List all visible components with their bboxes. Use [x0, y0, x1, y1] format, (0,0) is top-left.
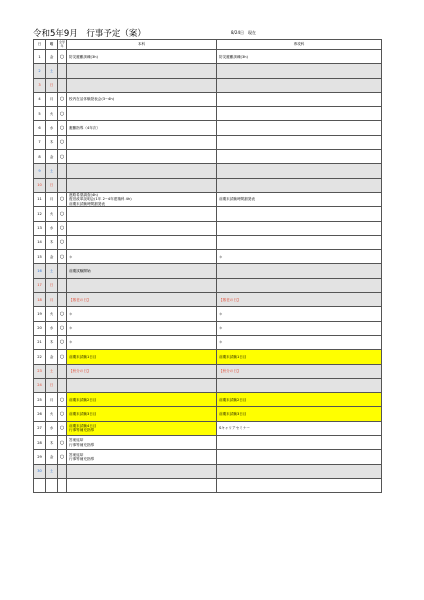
- day-cell: 6: [34, 121, 46, 135]
- main-event-cell: ＊: [67, 321, 217, 335]
- weekday-cell: 土: [46, 464, 58, 478]
- main-event-cell: [67, 378, 217, 392]
- table-row: [34, 393, 382, 407]
- sub-event-cell: 前期末試験2日目: [217, 393, 382, 407]
- main-event-cell: [67, 107, 217, 121]
- day-cell: 4: [34, 92, 46, 106]
- table-row: [34, 164, 382, 178]
- sub-event-cell: [217, 178, 382, 192]
- main-event-cell: [67, 221, 217, 235]
- sub-event-cell: [217, 78, 382, 92]
- weekday-cell: 木: [46, 436, 58, 450]
- table-row: [34, 192, 382, 206]
- main-event-cell: 前期試験開始: [67, 264, 217, 278]
- weekday-cell: 水: [46, 421, 58, 435]
- sub-event-cell: [217, 450, 382, 464]
- day-cell: 21: [34, 335, 46, 349]
- sub-event-cell: [217, 235, 382, 249]
- weekday-cell: 火: [46, 307, 58, 321]
- weekday-cell: 月: [46, 192, 58, 206]
- main-event-cell: 前期末試験2日目: [67, 393, 217, 407]
- column-header-weekday: 曜: [46, 40, 58, 50]
- day-cell: 30: [34, 464, 46, 478]
- weekday-cell: 土: [46, 164, 58, 178]
- main-event-cell: [67, 164, 217, 178]
- sub-event-cell: [217, 264, 382, 278]
- main-event-cell: 避難指導（4年次）: [67, 121, 217, 135]
- mark-cell: [58, 464, 67, 478]
- mark-cell: ○: [58, 250, 67, 264]
- weekday-cell: 日: [46, 78, 58, 92]
- main-event-cell: [67, 64, 217, 78]
- weekday-cell: 水: [46, 121, 58, 135]
- day-cell: 26: [34, 407, 46, 421]
- table-row: [34, 221, 382, 235]
- header-row: [34, 40, 382, 50]
- weekday-cell: 金: [46, 450, 58, 464]
- sub-event-cell: [217, 221, 382, 235]
- day-cell: 15: [34, 250, 46, 264]
- weekday-cell: 土: [46, 64, 58, 78]
- sub-event-cell: ＊: [217, 335, 382, 349]
- main-event-cell: 進路希望調査(4h) 復旧改革説明会(1年 2~4年建築科 4h) 前期末試験時間割発表: [67, 192, 217, 206]
- day-cell: 9: [34, 164, 46, 178]
- day-cell: 22: [34, 350, 46, 364]
- sub-event-cell: 前期末試験時間割発表: [217, 192, 382, 206]
- mark-cell: [58, 264, 67, 278]
- weekday-cell: 月: [46, 293, 58, 307]
- main-event-cell: 前期末試験1日目: [67, 350, 217, 364]
- main-event-cell: [67, 278, 217, 292]
- sub-event-cell: 前期末試験1日目: [217, 350, 382, 364]
- main-event-cell: [67, 235, 217, 249]
- sub-event-cell: 防災避難訓練(3h): [217, 50, 382, 64]
- table-row: [34, 293, 382, 307]
- table-row: [34, 478, 382, 492]
- day-cell: 11: [34, 192, 46, 206]
- mark-cell: ○: [58, 135, 67, 149]
- sub-event-cell: [217, 478, 382, 492]
- sub-event-cell: 前期末試験3日目: [217, 407, 382, 421]
- weekday-cell: 月: [46, 393, 58, 407]
- day-cell: 29: [34, 450, 46, 464]
- table-row: [34, 421, 382, 435]
- mark-cell: ○: [58, 421, 67, 435]
- column-header-main: 本科: [67, 40, 217, 50]
- weekday-cell: 土: [46, 364, 58, 378]
- day-cell: 24: [34, 378, 46, 392]
- weekday-cell: 火: [46, 207, 58, 221]
- sub-event-cell: [217, 278, 382, 292]
- day-cell: 8: [34, 150, 46, 164]
- table-row: [34, 407, 382, 421]
- mark-cell: [58, 478, 67, 492]
- table-row: [34, 364, 382, 378]
- mark-cell: [58, 178, 67, 192]
- mark-cell: ○: [58, 92, 67, 106]
- sub-event-cell: [217, 164, 382, 178]
- day-cell: 27: [34, 421, 46, 435]
- table-row: [34, 321, 382, 335]
- main-event-cell: 前期末試験4日目 行事等補充指導: [67, 421, 217, 435]
- table-row: [34, 307, 382, 321]
- day-cell: 17: [34, 278, 46, 292]
- main-event-cell: 前期末試験3日目: [67, 407, 217, 421]
- sub-event-cell: 【敬老の日】: [217, 293, 382, 307]
- mark-cell: ○: [58, 192, 67, 206]
- table-row: [34, 278, 382, 292]
- mark-cell: ○: [58, 50, 67, 64]
- table-row: [34, 450, 382, 464]
- table-row: [34, 50, 382, 64]
- mark-cell: [58, 293, 67, 307]
- weekday-cell: [46, 478, 58, 492]
- weekday-cell: 木: [46, 335, 58, 349]
- mark-cell: ○: [58, 450, 67, 464]
- mark-cell: [58, 278, 67, 292]
- table-row: [34, 235, 382, 249]
- mark-cell: ○: [58, 407, 67, 421]
- mark-cell: [58, 64, 67, 78]
- mark-cell: ○: [58, 393, 67, 407]
- table-row: [34, 350, 382, 364]
- main-event-cell: ＊: [67, 335, 217, 349]
- main-event-cell: [67, 178, 217, 192]
- weekday-cell: 水: [46, 221, 58, 235]
- sub-event-cell: Sキャリアセミナー: [217, 421, 382, 435]
- weekday-cell: 木: [46, 135, 58, 149]
- sub-event-cell: 【秋分の日】: [217, 364, 382, 378]
- weekday-cell: 金: [46, 50, 58, 64]
- main-event-cell: [67, 478, 217, 492]
- table-row: [34, 250, 382, 264]
- weekday-cell: 金: [46, 350, 58, 364]
- day-cell: 28: [34, 436, 46, 450]
- day-cell: 7: [34, 135, 46, 149]
- main-event-cell: [67, 150, 217, 164]
- table-row: [34, 121, 382, 135]
- main-event-cell: 答案返却 行事等補充指導: [67, 436, 217, 450]
- mark-cell: ○: [58, 436, 67, 450]
- day-cell: 20: [34, 321, 46, 335]
- mark-cell: ○: [58, 207, 67, 221]
- weekday-cell: 日: [46, 178, 58, 192]
- mark-cell: ○: [58, 121, 67, 135]
- day-cell: 5: [34, 107, 46, 121]
- weekday-cell: 金: [46, 250, 58, 264]
- sub-event-cell: [217, 135, 382, 149]
- sub-event-cell: [217, 436, 382, 450]
- main-event-cell: [67, 207, 217, 221]
- table-row: [34, 335, 382, 349]
- weekday-cell: 水: [46, 321, 58, 335]
- day-cell: 14: [34, 235, 46, 249]
- as-of-date: 8/24日 現在: [231, 30, 256, 35]
- main-event-cell: 防災避難訓練(3h): [67, 50, 217, 64]
- main-event-cell: 【秋分の日】: [67, 364, 217, 378]
- table-row: [34, 436, 382, 450]
- mark-cell: ○: [58, 321, 67, 335]
- day-cell: 19: [34, 307, 46, 321]
- day-cell: 2: [34, 64, 46, 78]
- sub-event-cell: [217, 150, 382, 164]
- sub-event-cell: [217, 378, 382, 392]
- mark-cell: [58, 78, 67, 92]
- sub-event-cell: [217, 464, 382, 478]
- weekday-cell: 木: [46, 235, 58, 249]
- mark-cell: [58, 364, 67, 378]
- day-cell: 18: [34, 293, 46, 307]
- weekday-cell: 金: [46, 150, 58, 164]
- table-row: [34, 150, 382, 164]
- sub-event-cell: [217, 64, 382, 78]
- mark-cell: ○: [58, 107, 67, 121]
- day-cell: 16: [34, 264, 46, 278]
- mark-cell: ○: [58, 150, 67, 164]
- weekday-cell: 日: [46, 278, 58, 292]
- day-cell: 23: [34, 364, 46, 378]
- column-header-mark: 全学年: [58, 40, 65, 48]
- main-event-cell: ＊: [67, 307, 217, 321]
- main-event-cell: [67, 135, 217, 149]
- mark-cell: ○: [58, 235, 67, 249]
- table-row: [34, 92, 382, 106]
- day-cell: [34, 478, 46, 492]
- table-row: [34, 207, 382, 221]
- main-event-cell: [67, 464, 217, 478]
- day-cell: 10: [34, 178, 46, 192]
- sub-event-cell: ＊: [217, 307, 382, 321]
- table-row: [34, 464, 382, 478]
- main-event-cell: ＊: [67, 250, 217, 264]
- day-cell: 1: [34, 50, 46, 64]
- table-row: [34, 64, 382, 78]
- mark-cell: [58, 378, 67, 392]
- table-row: [34, 264, 382, 278]
- day-cell: 12: [34, 207, 46, 221]
- weekday-cell: 土: [46, 264, 58, 278]
- schedule-table: [33, 39, 382, 493]
- sub-event-cell: [217, 121, 382, 135]
- mark-cell: ○: [58, 307, 67, 321]
- weekday-cell: 日: [46, 378, 58, 392]
- main-event-cell: 校内在活体験発表会(3~4h): [67, 92, 217, 106]
- mark-cell: ○: [58, 221, 67, 235]
- sub-event-cell: [217, 107, 382, 121]
- sub-event-cell: ＊: [217, 321, 382, 335]
- day-cell: 25: [34, 393, 46, 407]
- mark-cell: ○: [58, 335, 67, 349]
- day-cell: 13: [34, 221, 46, 235]
- mark-cell: ○: [58, 350, 67, 364]
- table-row: [34, 107, 382, 121]
- table-row: [34, 78, 382, 92]
- main-event-cell: 【敬老の日】: [67, 293, 217, 307]
- column-header-sub: 専攻科: [217, 40, 382, 50]
- day-cell: 3: [34, 78, 46, 92]
- main-event-cell: [67, 78, 217, 92]
- table-row: [34, 178, 382, 192]
- weekday-cell: 月: [46, 92, 58, 106]
- column-header-day: 日: [34, 40, 46, 50]
- weekday-cell: 火: [46, 107, 58, 121]
- sub-event-cell: ＊: [217, 250, 382, 264]
- sub-event-cell: [217, 92, 382, 106]
- sub-event-cell: [217, 207, 382, 221]
- weekday-cell: 火: [46, 407, 58, 421]
- mark-cell: [58, 164, 67, 178]
- main-event-cell: 答案返却 行事等補充指導: [67, 450, 217, 464]
- table-row: [34, 378, 382, 392]
- table-row: [34, 135, 382, 149]
- page-title: 令和5年9月 行事予定（案）: [33, 29, 146, 39]
